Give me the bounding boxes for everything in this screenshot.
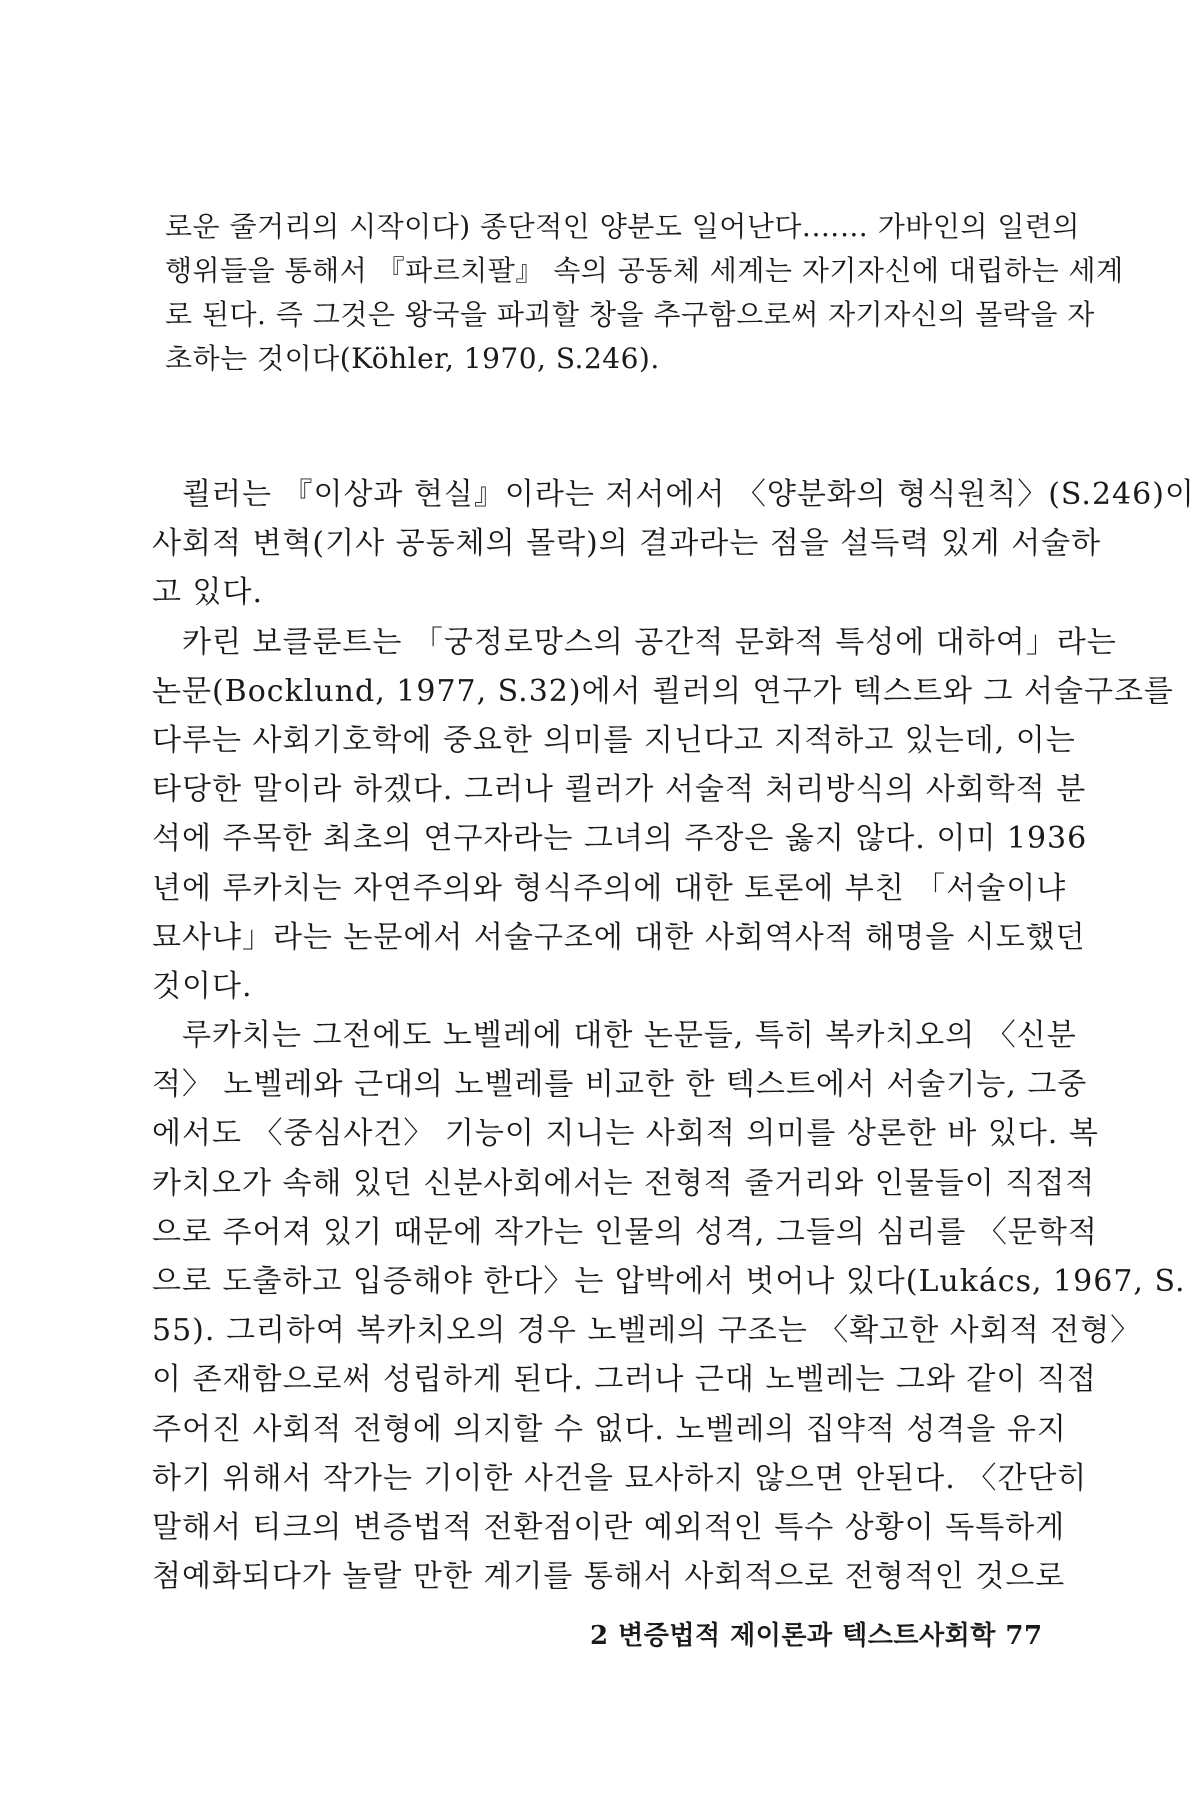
body-line: 에서도 〈중심사건〉 기능이 지니는 사회적 의미를 상론한 바 있다. 복 [152,1116,1099,1152]
body-line: 논문(Bocklund, 1977, S.32)에서 쾰러의 연구가 텍스트와 그 서술구조를 [152,673,1174,709]
body-line: 쾰러는 『이상과 현실』이라는 저서에서 〈양분화의 형식원칙〉(S.246)이 [182,477,1195,512]
body-line: 년에 루카치는 자연주의와 형식주의에 대한 토론에 부친 「서술이냐 [152,870,1067,906]
body-line: 하기 위해서 작가는 기이한 사건을 묘사하지 않으면 안된다. 〈간단히 [152,1460,1088,1496]
body-line: 적〉 노벨레와 근대의 노벨레를 비교한 한 텍스트에서 서술기능, 그중 [152,1067,1088,1103]
body-line: 루카치는 그전에도 노벨레에 대한 논문들, 특히 복카치오의 〈신분 [182,1018,1077,1054]
body-line: 묘사냐」라는 논문에서 서술구조에 대한 사회역사적 해명을 시도했던 [152,919,1086,955]
body-line: 으로 주어져 있기 때문에 작가는 인물의 성격, 그들의 심리를 〈문학적 [152,1214,1098,1250]
body-line: 으로 도출하고 입증해야 한다〉는 압박에서 벗어나 있다(Lukács, 1967, S. [152,1264,1186,1299]
quote-line: 로 된다. 즉 그것은 왕국을 파괴할 창을 추구함으로써 자기자신의 몰락을 자 [165,298,1095,331]
body-line: 카린 보클룬트는 「궁정로망스의 공간적 문화적 특성에 대하여」라는 [182,624,1117,660]
quote-line: 초하는 것이다(Köhler, 1970, S.246). [165,342,660,375]
body-line: 사회적 변혁(기사 공동체의 몰락)의 결과라는 점을 설득력 있게 서술하 [152,526,1102,562]
running-footer: 2 변증법적 제이론과 텍스트사회학 77 [590,1621,1043,1651]
body-line: 이 존재함으로써 성립하게 된다. 그러나 근대 노벨레는 그와 같이 직접 [152,1362,1097,1398]
body-line: 고 있다. [152,575,264,611]
block-quote [165,205,1124,381]
body-line: 타당한 말이라 하겠다. 그러나 쾰러가 서술적 처리방식의 사회학적 분 [152,772,1087,808]
body-line: 카치오가 속해 있던 신분사회에서는 전형적 줄거리와 인물들이 직접적 [152,1165,1096,1201]
body-line: 석에 주목한 최초의 연구자라는 그녀의 주장은 옳지 않다. 이미 1936 [152,821,1088,857]
body-line: 것이다. [152,968,253,1004]
quote-line: 행위들을 통해서 『파르치팔』 속의 공동체 세계는 자기자신에 대립하는 세계 [165,254,1124,287]
body-line: 55). 그리하여 복카치오의 경우 노벨레의 구조는 〈확고한 사회적 전형〉 [152,1313,1142,1349]
body-line: 주어진 사회적 전형에 의지할 수 없다. 노벨레의 집약적 성격을 유지 [152,1411,1067,1447]
body-line: 첨예화되다가 놀랄 만한 계기를 통해서 사회적으로 전형적인 것으로 [152,1559,1066,1595]
body-text [152,470,1195,1601]
body-line: 말해서 티크의 변증법적 전환점이란 예외적인 특수 상황이 독특하게 [152,1509,1066,1545]
quote-line: 로운 줄거리의 시작이다) 종단적인 양분도 일어난다.…… 가바인의 일련의 [165,210,1080,243]
body-line: 다루는 사회기호학에 중요한 의미를 지닌다고 지적하고 있는데, 이는 [152,722,1076,758]
